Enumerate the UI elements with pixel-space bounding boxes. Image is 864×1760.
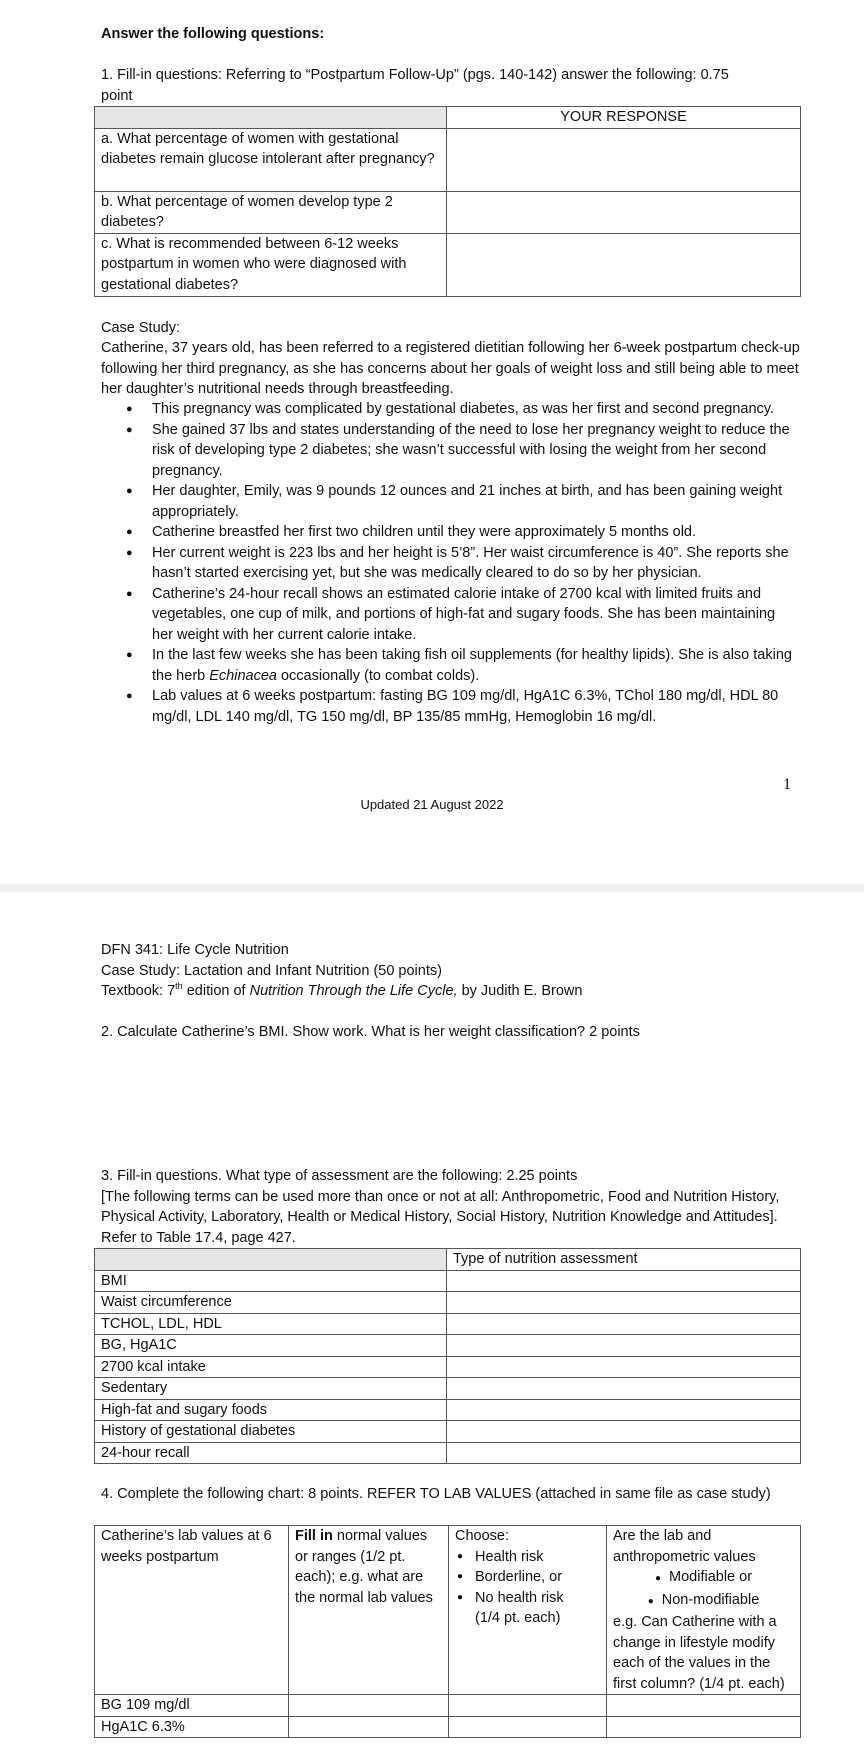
table-row-label: BG, HgA1C — [95, 1335, 447, 1357]
question-1b: b. What percentage of women develop type 2 diabetes? — [95, 191, 447, 233]
lab-values-column-header: Catherine’s lab values at 6 weeks postpartum — [95, 1526, 289, 1695]
table-row-label: TCHOL, LDL, HDL — [95, 1313, 447, 1335]
textbook-mid: edition of — [182, 983, 250, 999]
question-1-prompt-line-2: point — [101, 87, 133, 104]
question-1a-response-cell[interactable] — [447, 128, 801, 191]
risk-column-header — [449, 1526, 607, 1695]
bullet-item: ● Lab values at 6 weeks postpartum: fasting BG 109 mg/dl, HgA1C 6.3%, TChol 180 mg/dl, HDL 80 mg/dl, LDL 140 mg/dl, TG 150 mg/dl, BP 135/85 mmHg, Hemoglobin 16 mg/dl. — [126, 686, 798, 727]
case-study-bullets — [126, 399, 798, 727]
textbook-superscript: th — [175, 981, 183, 992]
question-3-header-blank — [95, 1249, 447, 1271]
table-row-label: Waist circumference — [95, 1292, 447, 1314]
risk-option: ● Borderline, or — [455, 1567, 600, 1588]
modifiable-cell[interactable] — [607, 1716, 801, 1738]
risk-options-list — [455, 1547, 600, 1609]
textbook-author: by Judith E. Brown — [457, 983, 583, 999]
modifiable-question: Are the lab and anthropometric values — [613, 1528, 756, 1565]
assessment-answer-cell[interactable] — [447, 1335, 801, 1357]
bullet-7-text-end: occasionally (to combat colds). — [276, 667, 480, 684]
assessment-type-header: Type of nutrition assessment — [447, 1249, 801, 1271]
question-4-table — [94, 1525, 801, 1738]
question-3-table — [94, 1248, 801, 1464]
question-2-prompt: 2. Calculate Catherine’s BMI. Show work. What is her weight classification? 2 points — [101, 1024, 640, 1040]
lab-value-row-label: HgA1C 6.3% — [95, 1716, 289, 1738]
question-1-prompt — [101, 65, 791, 106]
modifiable-option: ● Modifiable or — [613, 1567, 794, 1590]
textbook-title: Nutrition Through the Life Cycle, — [249, 983, 458, 999]
modifiable-note: e.g. Can Catherine with a change in lifestyle modify each of the values in the first column? (1/4 pt. each) — [613, 1614, 785, 1692]
question-1-header-blank — [95, 107, 447, 129]
risk-points-note: (1/4 pt. each) — [475, 1610, 561, 1626]
page-number: 1 — [783, 776, 791, 793]
table-row-label: High-fat and sugary foods — [95, 1399, 447, 1421]
lab-value-row-label: BG 109 mg/dl — [95, 1695, 289, 1717]
modifiable-cell[interactable] — [607, 1695, 801, 1717]
choose-label: Choose: — [455, 1528, 510, 1544]
bullet-item: ● Catherine breastfed her first two children until they were approximately 5 months old. — [126, 522, 798, 543]
bullet-item: ● Catherine’s 24-hour recall shows an estimated calorie intake of 2700 kcal with limited fruits and vegetables, one cup of milk, and portions of high-fat and sugary foods. She has been maintaining her weight with her current calorie intake. — [126, 584, 798, 646]
page-footer: Updated 21 August 2022 — [360, 797, 504, 812]
risk-option: ● No health risk — [455, 1588, 600, 1609]
bullet-7-text-start: In the last few weeks she has been taking fish oil supplements (for healthy lipids). She is also taking the herb — [152, 647, 792, 684]
risk-cell[interactable] — [449, 1695, 607, 1717]
table-row-label: 2700 kcal intake — [95, 1356, 447, 1378]
normal-values-instructions: normal values or ranges (1/2 pt. each); e.g. what are the normal lab values — [295, 1528, 433, 1606]
bullet-item — [126, 645, 798, 686]
assessment-answer-cell[interactable] — [447, 1442, 801, 1464]
normal-value-cell[interactable] — [289, 1695, 449, 1717]
question-1-prompt-line-1: 1. Fill-in questions: Referring to “Postpartum Follow-Up” (pgs. 140-142) answer the following: 0.75 — [101, 67, 729, 83]
normal-values-column-header — [289, 1526, 449, 1695]
case-study-title: Case Study: Lactation and Infant Nutrition (50 points) — [101, 963, 442, 979]
bullet-item: ● Her daughter, Emily, was 9 pounds 12 ounces and 21 inches at birth, and has been gaining weight appropriately. — [126, 481, 798, 522]
case-study-intro: Catherine, 37 years old, has been referred to a registered dietitian following her 6-week postpartum check-up following her third pregnancy, as she has concerns about her goals of weight loss and still being able to meet her daughter’s nutritional needs through breastfeeding. — [101, 340, 800, 397]
modifiable-option: ● Non-modifiable — [613, 1590, 794, 1613]
bullet-item: ● She gained 37 lbs and states understanding of the need to lose her pregnancy weight to reduce the risk of developing type 2 diabetes; she wasn’t successful with losing the weight from her second pregnancy. — [126, 420, 798, 482]
echinacea-italic: Echinacea — [209, 667, 277, 684]
question-3-prompt-line-1: 3. Fill-in questions. What type of assessment are the following: 2.25 points — [101, 1168, 578, 1184]
question-3-prompt-line-2: [The following terms can be used more than once or not at all: Anthropometric, Food and Nutrition History, Physical Activity, Laboratory, Health or Medical History, Social History, Nutrition Knowledge and Attitudes]. Refer to Table 17.4, page 427. — [101, 1188, 780, 1246]
assessment-answer-cell[interactable] — [447, 1421, 801, 1443]
table-row-label: 24-hour recall — [95, 1442, 447, 1464]
question-1b-response-cell[interactable] — [447, 191, 801, 233]
modifiable-column-header — [607, 1526, 801, 1695]
assessment-answer-cell[interactable] — [447, 1378, 801, 1400]
normal-value-cell[interactable] — [289, 1716, 449, 1738]
risk-option: ● Health risk — [455, 1547, 600, 1568]
assessment-answer-cell[interactable] — [447, 1399, 801, 1421]
textbook-prefix: Textbook: 7 — [101, 983, 176, 999]
question-1a: a. What percentage of women with gestational diabetes remain glucose intolerant after pregnancy? — [95, 128, 447, 191]
textbook-line — [101, 981, 582, 1002]
question-1c: c. What is recommended between 6-12 weeks postpartum in women who were diagnosed with gestational diabetes? — [95, 233, 447, 296]
fill-in-bold: Fill in — [295, 1528, 333, 1544]
instructions-heading: Answer the following questions: — [101, 26, 325, 42]
assessment-answer-cell[interactable] — [447, 1313, 801, 1335]
assessment-answer-cell[interactable] — [447, 1292, 801, 1314]
table-row-label: Sedentary — [95, 1378, 447, 1400]
course-title: DFN 341: Life Cycle Nutrition — [101, 942, 289, 958]
table-row-label: History of gestational diabetes — [95, 1421, 447, 1443]
bullet-item: ● This pregnancy was complicated by gestational diabetes, as was her first and second pregnancy. — [126, 399, 798, 420]
modifiable-options-list — [613, 1567, 794, 1612]
question-1c-response-cell[interactable] — [447, 233, 801, 296]
assessment-answer-cell[interactable] — [447, 1356, 801, 1378]
assessment-answer-cell[interactable] — [447, 1270, 801, 1292]
document-page-2 — [0, 892, 864, 1760]
bullet-item: ● Her current weight is 223 lbs and her height is 5’8”. Her waist circumference is 40”. She reports she hasn’t started exercising yet, but she was medically cleared to do so by her physician. — [126, 543, 798, 584]
case-study-label: Case Study: — [101, 320, 180, 336]
question-4-prompt: 4. Complete the following chart: 8 points. REFER TO LAB VALUES (attached in same file as case study) — [101, 1486, 771, 1502]
your-response-header: YOUR RESPONSE — [447, 107, 801, 129]
question-3-prompt — [101, 1166, 801, 1248]
table-row-label: BMI — [95, 1270, 447, 1292]
question-1-table — [94, 106, 801, 297]
risk-cell[interactable] — [449, 1716, 607, 1738]
